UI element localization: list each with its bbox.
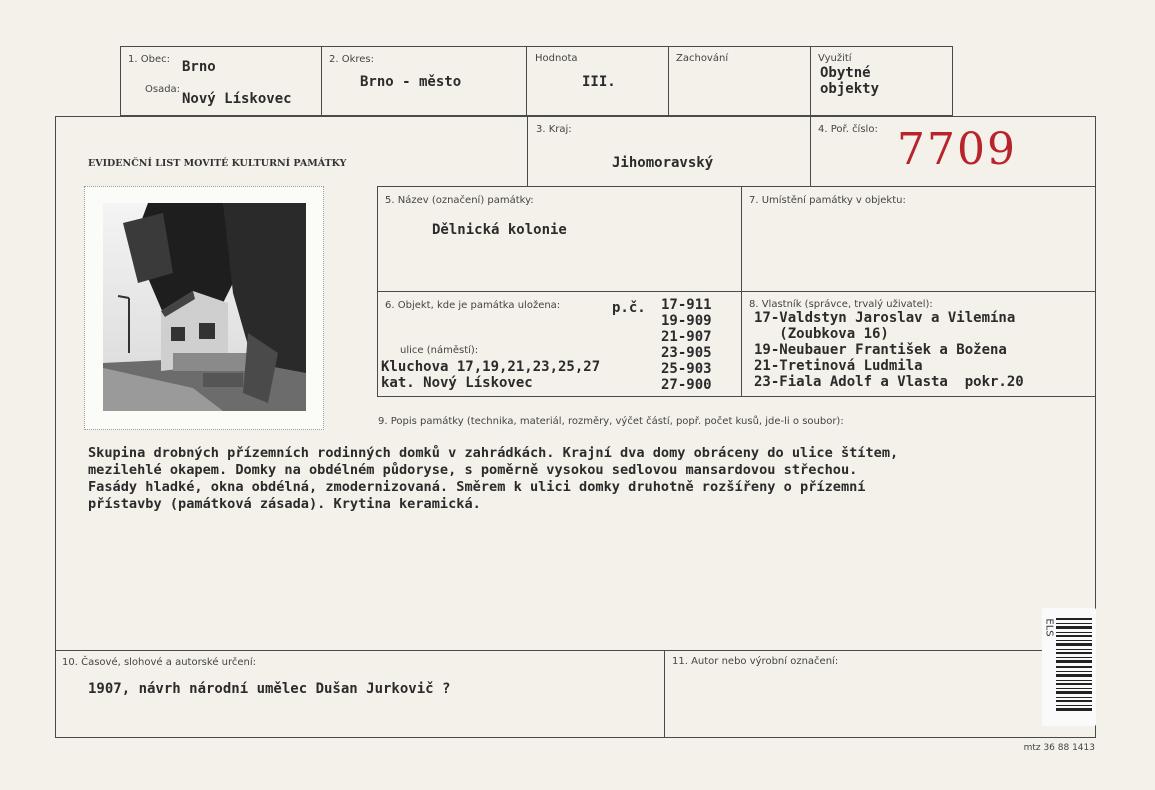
card-title: EVIDENČNÍ LIST MOVITÉ KULTURNÍ PAMÁTKY bbox=[88, 158, 347, 169]
popis-line-4: přístavby (památková zásada). Krytina keramická. bbox=[88, 496, 481, 512]
popis-text bbox=[88, 445, 1088, 513]
nazev-value: Dělnická kolonie bbox=[432, 222, 567, 238]
autor-label: 11. Autor nebo výrobní označení: bbox=[672, 656, 839, 667]
barcode-sticker bbox=[1042, 608, 1096, 726]
casove-label: 10. Časové, slohové a autorské určení: bbox=[62, 657, 257, 668]
ulice-value: Kluchova 17,19,21,23,25,27 bbox=[381, 359, 601, 375]
nazev-label: 5. Název (označení) památky: bbox=[385, 195, 534, 206]
hodnota-value: III. bbox=[582, 74, 616, 90]
owner-line-2: (Zoubkova 16) bbox=[754, 326, 889, 342]
owner-line-3: 19-Neubauer František a Božena bbox=[754, 342, 1007, 358]
popis-line-2: mezilehlé okapem. Domky na obdélném půdoryse, s poměrně vysokou sedlovou mansardovou střechou. bbox=[88, 462, 858, 478]
vyuziti-label: Využití bbox=[818, 53, 852, 64]
parcel-4: 23-905 bbox=[661, 345, 712, 361]
barcode-text: ELS bbox=[1043, 618, 1055, 637]
popis-line-1: Skupina drobných přízemních rodinných domků v zahrádkách. Krajní dva domy obráceny do ulice štítem, bbox=[88, 445, 899, 461]
kraj-label: 3. Kraj: bbox=[536, 124, 572, 135]
por-cislo-value: 7709 bbox=[897, 124, 1017, 175]
parcel-6: 27-900 bbox=[661, 377, 712, 393]
hodnota-label: Hodnota bbox=[535, 53, 578, 64]
parcel-3: 21-907 bbox=[661, 329, 712, 345]
osada-value: Nový Lískovec bbox=[182, 91, 292, 107]
footer-code: mtz 36 88 1413 bbox=[1023, 743, 1095, 753]
kat-value: kat. Nový Lískovec bbox=[381, 375, 533, 391]
house-photo-drawing bbox=[103, 203, 306, 411]
osada-label: Osada: bbox=[145, 84, 181, 95]
ulice-label: ulice (náměstí): bbox=[400, 345, 479, 356]
vlastnik-label: 8. Vlastník (správce, trvalý uživatel): bbox=[749, 299, 933, 310]
popis-line-3: Fasády hladké, okna obdélná, zmodernizovaná. Směrem k ulici domky druhotně rozšířeny o přízemní bbox=[88, 479, 866, 495]
popis-label: 9. Popis památky (technika, materiál, rozměry, výčet částí, popř. počet kusů, jde-li o soubor): bbox=[378, 416, 844, 427]
okres-value: Brno - město bbox=[360, 74, 462, 90]
kraj-value: Jihomoravský bbox=[612, 155, 714, 171]
obec-value: Brno bbox=[182, 59, 216, 75]
obec-label: 1. Obec: bbox=[128, 54, 170, 65]
pc-label: p.č. bbox=[612, 300, 646, 316]
casove-value: 1907, návrh národní umělec Dušan Jurkovič ? bbox=[88, 681, 451, 697]
house-photo bbox=[103, 203, 306, 411]
vyuziti-line1: Obytné bbox=[820, 65, 871, 81]
owner-line-5: 23-Fiala Adolf a Vlasta pokr.20 bbox=[754, 374, 1024, 390]
objekt-label: 6. Objekt, kde je památka uložena: bbox=[385, 300, 561, 311]
owner-line-1: 17-Valdstyn Jaroslav a Vilemína bbox=[754, 310, 1016, 326]
por-cislo-label: 4. Poř. číslo: bbox=[818, 124, 878, 135]
parcel-5: 25-903 bbox=[661, 361, 712, 377]
owner-line-4: 21-Tretinová Ludmila bbox=[754, 358, 923, 374]
barcode-bars bbox=[1056, 616, 1096, 716]
parcel-1: 17-911 bbox=[661, 297, 712, 313]
zachovani-label: Zachování bbox=[676, 53, 729, 64]
vyuziti-line2: objekty bbox=[820, 81, 880, 97]
umisteni-label: 7. Umístění památky v objektu: bbox=[749, 195, 906, 206]
okres-label: 2. Okres: bbox=[329, 54, 375, 65]
parcel-2: 19-909 bbox=[661, 313, 712, 329]
